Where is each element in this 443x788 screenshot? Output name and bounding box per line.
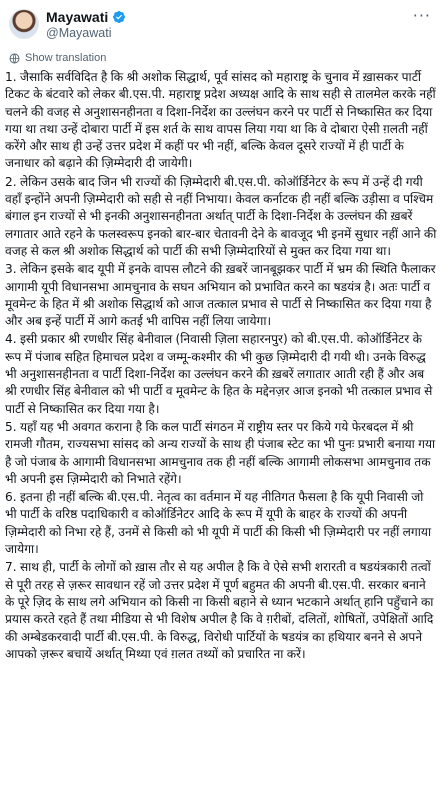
author-handle[interactable]: @Mayawati: [46, 26, 112, 40]
show-translation-label[interactable]: Show translation: [25, 52, 107, 64]
avatar[interactable]: [9, 9, 39, 39]
show-translation-link[interactable]: [9, 52, 106, 64]
post-paragraph-2: 2. लेकिन उसके बाद जिन भी राज्यों की ज़िम्मेदारी बी.एस.पी. कोऑर्डिनेटर के रूप में उन्हें दी गयी वहाँ इन्होंने अपनी ज़िम्मेदारी को सही से नहीं निभाया। केवल कर्नाटक ही नहीं बल्कि उड़ीसा व पश्चिम बंगाल इन राज्यों से भी इनकी अनुशासनहीनता अर्थात् पार्टी के दिशा-निर्देश के उल्लंघन की ख़बरें लगातार आते रहने के फलस्वरूप इनको बार-बार चेतावनी देने के बावजूद भी इनमें सुधार नहीं आने की वजह से कल श्री अशोक सिद्धार्थ को पार्टी की सभी ज़िम्मेदारियों से मुक्त कर दिया गया था।: [5, 174, 437, 258]
globe-icon: [9, 53, 20, 64]
post-body: [5, 69, 437, 664]
display-name[interactable]: Mayawati: [46, 9, 109, 25]
verified-badge-icon: [112, 10, 126, 24]
post-paragraph-7: 7. साथ ही, पार्टी के लोगों को ख़ास तौर से यह अपील है कि वे ऐसे सभी शरारती व षडयंत्रकारी तत्वों से पूरी तरह से ज़रूर सावधान रहें जो उत्तर प्रदेश में पूर्ण बहुमत की अपनी बी.एस.पी. सरकार बनाने के पूरे ज़िद के साथ लगे अभियान को किसी ना किसी बहाने से ध्यान भटकाने अर्थात् हानि पहुँचाने का प्रयास करते रहते हैं तथा मीडिया से भी विशेष अपील है कि वे ग़रीबों, दलितों, शोषितों, उपेक्षितों आदि की अम्बेडकरवादी पार्टी बी.एस.पी. के विरुद्ध, विरोधी पार्टियों के षडयंत्र का हथियार बनने से अपने आपको ज़रूर बचायें अर्थात् मिथ्या एवं ग़लत तथ्यों को प्रचारित ना करें।: [5, 560, 434, 661]
post-paragraph-6: 6. इतना ही नहीं बल्कि बी.एस.पी. नेतृत्व का वर्तमान में यह नीतिगत फैसला है कि यूपी निवासी जो भी पार्टी के वरिष्ठ पदाधिकारी व कोऑर्डिनेटर आदि के रूप में यूपी के बाहर के राज्यों की अपनी ज़िम्मेदारी को निभा रहे हैं, उनमें से किसी को भी यूपी में पार्टी की किसी भी ज़िम्मेदारी पर नहीं लगाया जायेगा।: [5, 490, 432, 557]
post-paragraph-3: 3. लेकिन इसके बाद यूपी में इनके वापस लौटने की ख़बरें जानबूझकर पार्टी में भ्रम की स्थिति फैलाकर आगामी यूपी विधानसभा आमचुनाव के सघन अभियान को प्रभावित करने का षडयंत्र है। अतः पार्टी व मूवमेन्ट के हित में श्री अशोक सिद्धार्थ को आज तत्काल प्रभाव से पार्टी से निष्कासित कर दिया गया है और अब इन्हें पार्टी में आगे कतई भी वापिस नहीं लिया जायेगा।: [5, 262, 436, 329]
post-paragraph-4: 4. इसी प्रकार श्री रणधीर सिंह बेनीवाल (निवासी ज़िला सहारनपुर) को बी.एस.पी. कोऑर्डिनेटर के रूप में पंजाब सहित हिमाचल प्रदेश व जम्मू-कश्मीर की भी कुछ ज़िम्मेदारी दी गयी थी। उनके विरुद्ध भी अनुशासनहीनता व पार्टी दिशा-निर्देश का उल्लंघन करने की ख़बरें लगातार आती रही हैं और अब श्री रणधीर सिंह बेनीवाल को भी पार्टी व मूवमेन्ट के हित के मद्देनज़र आज इनको भी तत्काल प्रभाव से पार्टी से निष्कासित कर दिया गया है।: [5, 332, 433, 416]
author-name-row[interactable]: [46, 9, 126, 25]
author-block: [46, 9, 126, 41]
more-icon[interactable]: ···: [412, 6, 431, 25]
post-paragraph-5: 5. यहाँ यह भी अवगत कराना है कि कल पार्टी संगठन में राष्ट्रीय स्तर पर किये गये फेरबदल में श्री रामजी गौतम, राज्यसभा सांसद को अन्य राज्यों के साथ ही पंजाब स्टेट का भी पुनः प्रभारी बनाया गया है जो पंजाब के आगामी विधानसभा आमचुनाव तक ही नहीं बल्कि आगामी लोकसभा आमचुनाव तक भी अपनी इस ज़िम्मेदारी को निभाते रहेंगे।: [5, 419, 436, 486]
post-paragraph-1: 1. जैसाकि सर्वविदित है कि श्री अशोक सिद्धार्थ, पूर्व सांसद को महाराष्ट्र के चुनाव में ख़ासकर पार्टी टिकट के बंटवारे को लेकर बी.एस.पी. महाराष्ट्र प्रदेश अध्यक्ष आदि के साथ सही से तालमेल करके नहीं चलने की वजह से अनुशासनहीनता व दिशा-निर्देश का उल्लंघन करने पर पार्टी से निष्कासित कर दिया गया था तथा उन्हें दोबारा पार्टी में इस शर्त के साथ वापस लिया गया था कि वे दोबारा ऐसी ग़लती नहीं करेंगे और साथ ही उन्हें उत्तर प्रदेश में कहीं पर भी नहीं, बल्कि केवल दूसरे राज्यों में ही पार्टी के जनाधार को बढ़ाने की ज़िम्मेदारी दी जायेगी।: [5, 70, 436, 171]
post-header: [0, 0, 443, 46]
